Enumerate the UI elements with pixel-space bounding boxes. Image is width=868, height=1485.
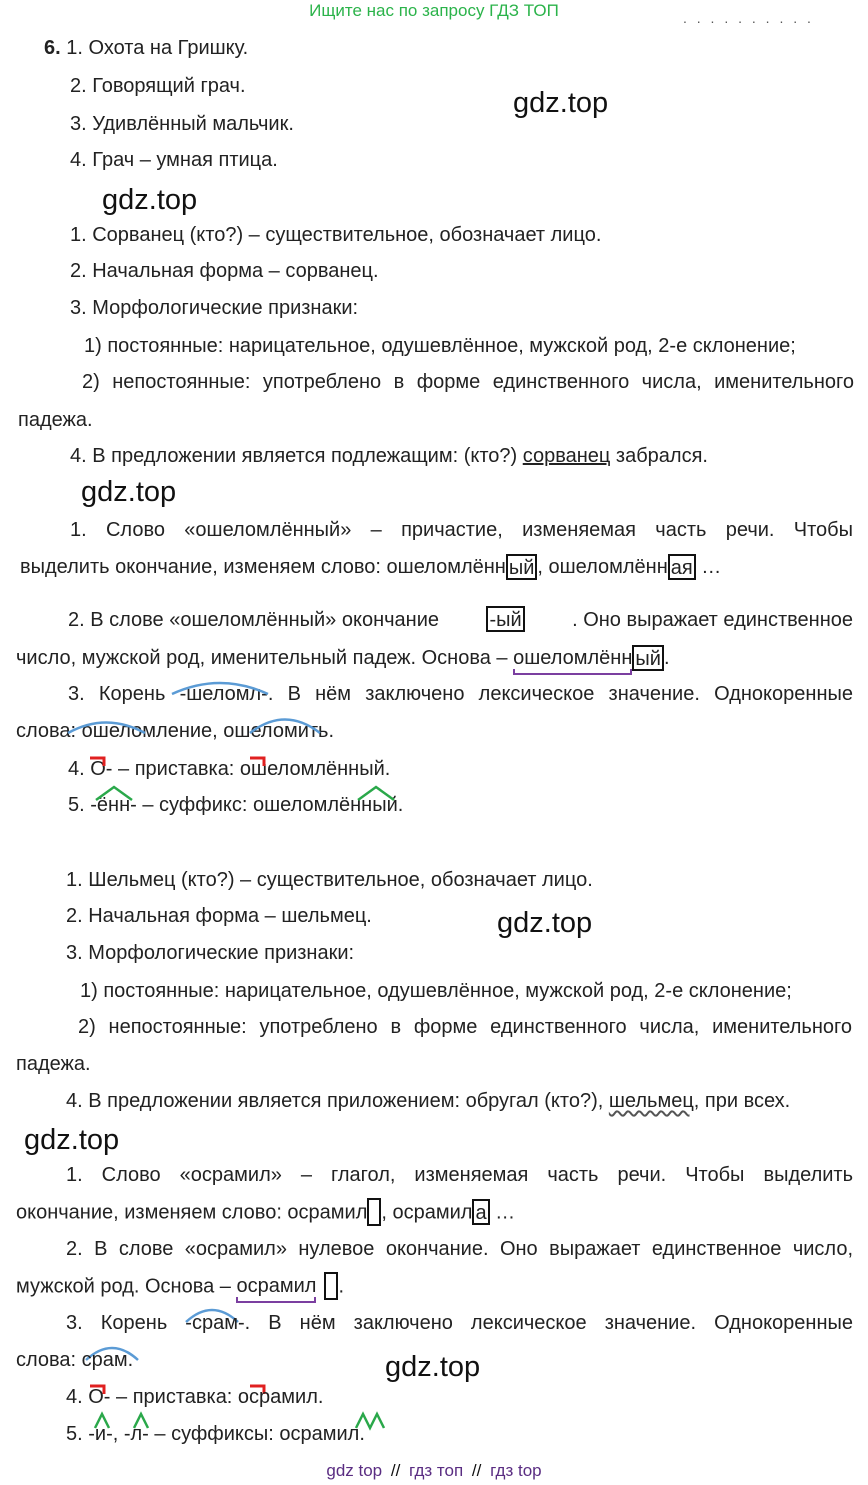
analysis-text: выделить окончание, изменяем слово: ошеломлённ <box>20 556 506 578</box>
ending-box: -ый <box>486 606 524 632</box>
ending-box: а <box>472 1199 489 1225</box>
analysis-line: слова: ошеломление, ошеломить. <box>16 720 334 742</box>
sorvanets-line: 2) непостоянные: употреблено в форме единственного числа, именительного <box>82 371 854 393</box>
watermark: gdz.top <box>513 87 609 119</box>
analysis-text: … <box>695 556 722 578</box>
analysis-line <box>16 1274 344 1300</box>
analysis-text: мужской род. Основа – <box>16 1275 237 1298</box>
shelmets-line: 3. Морфологические признаки: <box>66 942 355 964</box>
subject-underlined: сорванец <box>522 445 611 467</box>
watermark: gdz.top <box>497 907 593 939</box>
apposition-underlined: шельмец <box>608 1090 694 1112</box>
analysis-line: 3. Корень -срам-. В нём заключено лексическое значение. Однокоренные <box>66 1312 853 1334</box>
suffix-mark <box>358 787 394 800</box>
sentence-text: забрался. <box>610 445 708 467</box>
shelmets-line: 1) постоянные: нарицательное, одушевлённое, мужской род, 2-е склонение; <box>80 980 792 1002</box>
plan-item: 3. Удивлённый мальчик. <box>70 113 294 135</box>
root-arc <box>68 723 145 734</box>
plan-item: 4. Грач – умная птица. <box>70 149 278 171</box>
sentence-text: 4. В предложении является подлежащим: (кто?) <box>70 445 523 467</box>
analysis-line: слова: срам. <box>16 1349 134 1371</box>
analysis-text: число, мужской род, именительный падеж. Основа – <box>16 647 514 669</box>
watermark: gdz.top <box>102 184 198 216</box>
watermark: gdz.top <box>24 1124 120 1156</box>
analysis-text: , осрамил <box>381 1201 473 1224</box>
analysis-text: . <box>338 1275 345 1298</box>
analysis-line: 4. О- – приставка: осрамил. <box>66 1386 324 1408</box>
suffix-mark <box>96 787 132 800</box>
analysis-line: 2. В слове «осрамил» нулевое окончание. Оно выражает единственное число, <box>66 1238 853 1260</box>
plan-item-text: 1. Охота на Гришку. <box>66 37 249 59</box>
analysis-line <box>16 1200 515 1226</box>
analysis-text: . <box>663 647 670 669</box>
sorvanets-line: 2. Начальная форма – сорванец. <box>70 260 379 282</box>
sentence-text: 4. В предложении является приложением: обругал (кто?), <box>66 1090 609 1112</box>
ending-box: ая <box>668 554 696 580</box>
task-number: 6. <box>44 37 61 59</box>
prefix-mark <box>250 758 264 766</box>
stem-underline: осрамил <box>236 1275 317 1298</box>
footer-links <box>0 1460 868 1482</box>
sorvanets-line: 3. Морфологические признаки: <box>70 297 359 319</box>
analysis-text: , ошеломлённ <box>537 556 668 578</box>
prefix-mark <box>90 758 104 766</box>
footer-separator: // <box>471 1461 482 1480</box>
analysis-line: 1. Слово «осрамил» – глагол, изменяемая часть речи. Чтобы выделить <box>66 1164 853 1186</box>
plan-item: 2. Говорящий грач. <box>70 75 246 97</box>
analysis-text: … <box>489 1201 516 1224</box>
null-ending-box <box>367 1198 381 1226</box>
null-ending-box <box>324 1272 338 1300</box>
analysis-line: 3. Корень -шеломл-. В нём заключено лексическое значение. Однокоренные <box>68 683 853 705</box>
analysis-text: 2. В слове «ошеломлённый» окончание <box>68 609 440 631</box>
sentence-text: , при всех. <box>693 1090 791 1112</box>
analysis-line: 1. Слово «ошеломлённый» – причастие, изменяемая часть речи. Чтобы <box>70 519 853 541</box>
footer-link[interactable]: гдз top <box>490 1461 542 1480</box>
shelmets-line: 2) непостоянные: употреблено в форме единственного числа, именительного <box>78 1016 852 1038</box>
root-arc <box>250 720 320 734</box>
analysis-line: 4. О- – приставка: ошеломлённый. <box>68 758 391 780</box>
analysis-line: 5. -и-, -л- – суффиксы: осрамил. <box>66 1423 365 1445</box>
analysis-text: окончание, изменяем слово: осрамил <box>16 1201 368 1224</box>
analysis-line: 5. -ённ- – суффикс: ошеломлённый. <box>68 794 404 816</box>
analysis-text: . Оно выражает единственное <box>572 609 853 631</box>
ending-box: ый <box>506 554 538 580</box>
root-arc <box>172 683 268 694</box>
header-dots: . . . . . . . . . . <box>683 10 814 26</box>
shelmets-line <box>66 1089 790 1113</box>
footer-separator: // <box>390 1461 401 1480</box>
sorvanets-line: 1) постоянные: нарицательное, одушевлённое, мужской род, 2-е склонение; <box>84 335 796 357</box>
sorvanets-line: падежа. <box>18 409 93 431</box>
watermark: gdz.top <box>81 476 177 508</box>
shelmets-line: 2. Начальная форма – шельмец. <box>66 905 372 927</box>
footer-link[interactable]: гдз топ <box>409 1461 464 1480</box>
sorvanets-line: 1. Сорванец (кто?) – существительное, обозначает лицо. <box>70 224 602 246</box>
stem-underline: ошеломлённ <box>513 647 633 669</box>
promo-banner[interactable]: Ищите нас по запросу ГДЗ ТОП <box>309 1 559 20</box>
shelmets-line: падежа. <box>16 1053 91 1075</box>
watermark: gdz.top <box>385 1351 481 1383</box>
ending-box: ый <box>632 645 664 671</box>
shelmets-line: 1. Шельмец (кто?) – существительное, обозначает лицо. <box>66 869 593 891</box>
footer-link[interactable]: gdz top <box>326 1461 383 1480</box>
